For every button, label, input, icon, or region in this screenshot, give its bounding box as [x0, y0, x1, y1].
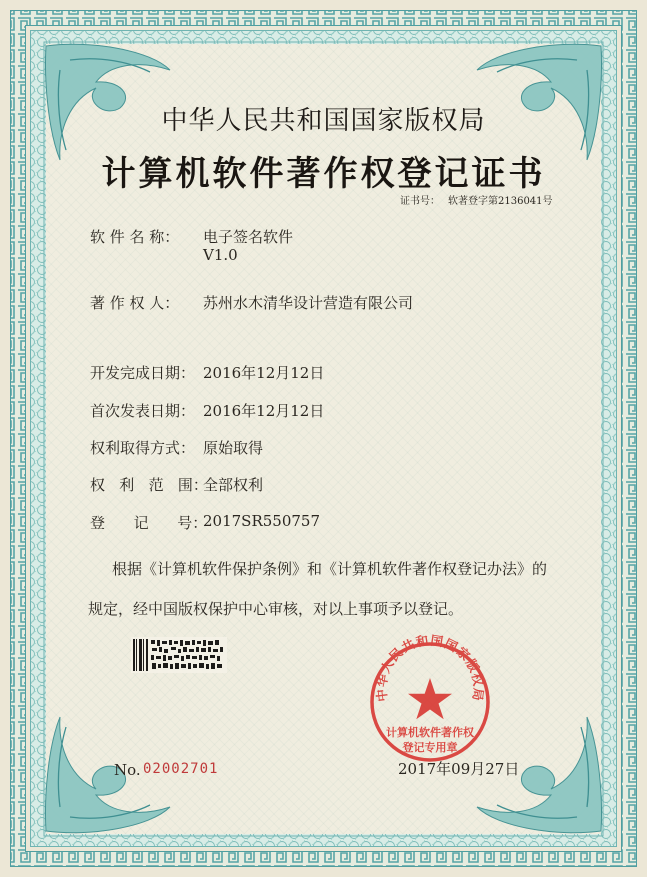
- field-label-publication-date: 首次发表日期：: [90, 402, 196, 420]
- certificate-number-value: 软著登字第2136041号: [448, 196, 553, 207]
- serial-number-value: 02002701: [143, 761, 219, 777]
- field-value-copyright-owner: 苏州水木清华设计营造有限公司: [203, 294, 414, 312]
- field-value-software-version: V1.0: [203, 246, 238, 264]
- official-seal: [368, 630, 492, 780]
- field-value-acquisition-method: 原始取得: [203, 439, 264, 457]
- issue-date: 2017年09月27日: [398, 760, 520, 778]
- statement-line-1: 根据《计算机软件保护条例》和《计算机软件著作权登记办法》的: [112, 560, 548, 578]
- field-label-acquisition-method: 权利取得方式：: [90, 439, 196, 457]
- barcode-image: [131, 637, 227, 673]
- field-label-software-name: 软 件 名 称：: [90, 228, 180, 246]
- field-value-publication-date: 2016年12月12日: [203, 402, 325, 420]
- serial-number-label: No.: [114, 761, 141, 779]
- seal-line-2: 登记专用章: [402, 741, 458, 754]
- statement-line-2: 规定，经中国版权保护中心审核，对以上事项予以登记。: [88, 600, 464, 618]
- certificate-number: [400, 192, 553, 207]
- field-value-completion-date: 2016年12月12日: [203, 364, 325, 382]
- seal-arc-text: 中华人民共和国国家版权局: [373, 632, 487, 703]
- field-value-rights-scope: 全部权利: [203, 476, 264, 494]
- field-label-rights-scope: 权 利 范 围：: [90, 476, 208, 494]
- certificate-number-label: 证书号：: [400, 196, 440, 207]
- field-label-completion-date: 开发完成日期：: [90, 364, 196, 382]
- field-value-registration-number: 2017SR550757: [203, 512, 321, 530]
- field-label-registration-number: 登 记 号：: [90, 514, 208, 532]
- seal-line-1: 计算机软件著作权: [386, 726, 474, 739]
- certificate-title: 计算机软件著作权登记证书: [101, 154, 546, 194]
- seal-star-icon: [408, 678, 452, 719]
- issuer-heading: 中华人民共和国国家版权局: [161, 106, 486, 136]
- field-label-copyright-owner: 著 作 权 人：: [90, 294, 180, 312]
- field-value-software-name: 电子签名软件: [203, 228, 294, 246]
